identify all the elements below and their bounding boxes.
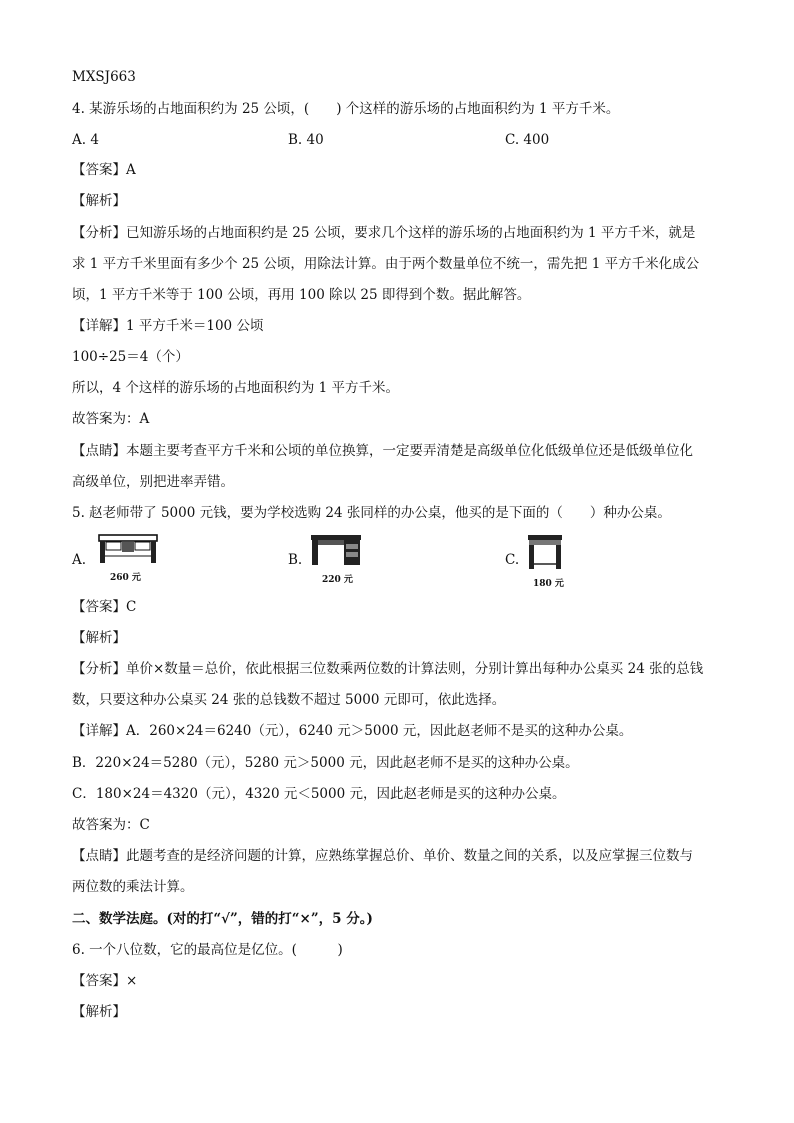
q4-detail-line3: 所以，4 个这样的游乐场的占地面积约为 1 平方千米。 [72, 380, 400, 396]
q5-option-c-price: 180 元 [533, 579, 564, 589]
desk-a-image [98, 534, 158, 564]
q5-comment-line2: 两位数的乘法计算。 [72, 879, 194, 895]
header-code: MXSJ663 [72, 69, 136, 85]
q4-option-a: A. 4 [72, 132, 99, 148]
q5-option-c-letter: C. [505, 552, 520, 568]
q5-option-b [288, 532, 378, 585]
q4-option-b: B. 40 [288, 132, 324, 148]
q6-question: 6. 一个八位数，它的最高位是亿位。( ) [72, 942, 343, 958]
q4-analysis-line2: 求 1 平方千米里面有多少个 25 公顷，用除法计算。由于两个数量单位不统一，需先把 1 平方千米化成公 [72, 256, 700, 272]
q5-detail-line3: C．180×24＝4320（元），4320 元＜5000 元，因此赵老师是买的这种办公桌。 [72, 786, 566, 802]
q5-option-c [505, 532, 595, 588]
q5-analysis-label: 【解析】 [72, 630, 126, 646]
q4-analysis-label: 【解析】 [72, 193, 126, 209]
desk-b-image [310, 534, 362, 566]
q4-detail-line1: 【详解】1 平方千米＝100 公顷 [72, 318, 264, 334]
q5-analysis-line1: 【分析】单价×数量＝总价，依此根据三位数乘两位数的计算法则，分别计算出每种办公桌买 24 张的总钱 [72, 661, 704, 677]
q4-detail-line2: 100÷25＝4（个） [72, 349, 189, 365]
q5-option-b-price: 220 元 [322, 575, 353, 585]
q4-comment-line1: 【点睛】本题主要考查平方千米和公顷的单位换算，一定要弄清楚是高级单位化低级单位还是低级单位化 [72, 443, 693, 459]
q5-option-a [72, 532, 162, 582]
q4-answer: 【答案】A [72, 162, 136, 178]
desk-c-image [527, 534, 563, 570]
q5-option-b-letter: B. [288, 552, 303, 568]
q4-analysis-line1: 【分析】已知游乐场的占地面积约是 25 公顷，要求几个这样的游乐场的占地面积约为 1 平方千米，就是 [72, 225, 696, 241]
q5-option-a-price: 260 元 [110, 573, 141, 583]
q4-question: 4. 某游乐场的占地面积约为 25 公顷，( ) 个这样的游乐场的占地面积约为 1 平方千米。 [72, 101, 620, 117]
q5-question: 5. 赵老师带了 5000 元钱，要为学校选购 24 张同样的办公桌，他买的是下面的（ ）种办公桌。 [72, 505, 671, 521]
q5-detail-line1: 【详解】A．260×24＝6240（元），6240 元＞5000 元，因此赵老师不是买的这种办公桌。 [72, 723, 633, 739]
q6-answer: 【答案】× [72, 973, 138, 989]
q4-final-answer: 故答案为：A [72, 411, 150, 427]
q4-analysis-line3: 顷，1 平方千米等于 100 公顷，再用 100 除以 25 即得到个数。据此解答。 [72, 287, 531, 303]
q5-detail-line2: B．220×24＝5280（元），5280 元＞5000 元，因此赵老师不是买的这种办公桌。 [72, 755, 579, 771]
q5-final-answer: 故答案为：C [72, 817, 150, 833]
q4-comment-line2: 高级单位，别把进率弄错。 [72, 474, 234, 490]
q6-analysis-label: 【解析】 [72, 1004, 126, 1020]
q5-analysis-line2: 数，只要这种办公桌买 24 张的总钱数不超过 5000 元即可，依此选择。 [72, 692, 506, 708]
q5-comment-line1: 【点睛】此题考查的是经济问题的计算，应熟练掌握总价、单价、数量之间的关系，以及应掌握三位数与 [72, 848, 693, 864]
q4-option-c: C. 400 [505, 132, 550, 148]
section-heading: 二、数学法庭。(对的打“√”，错的打“×”，5 分。) [72, 911, 373, 927]
q5-answer: 【答案】C [72, 599, 137, 615]
q5-option-a-letter: A. [72, 552, 87, 568]
